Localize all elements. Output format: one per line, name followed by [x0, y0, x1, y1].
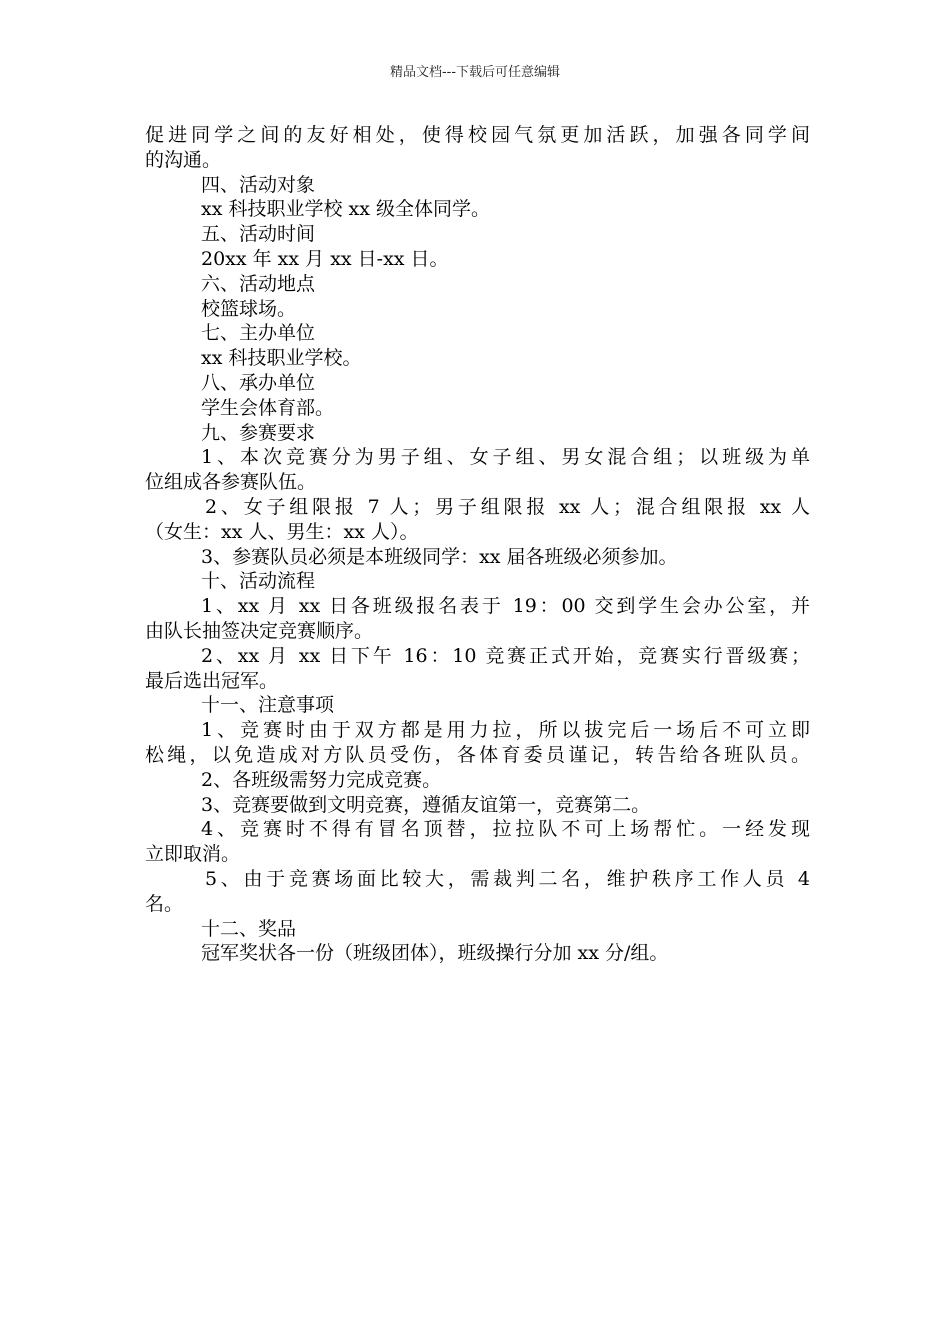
paragraph-line: 2、各班级需努力完成竞赛。	[201, 768, 442, 791]
paragraph-line: 由队长抽签决定竞赛顺序。	[145, 619, 374, 642]
section-heading: 十、活动流程	[201, 570, 316, 593]
section-heading: 九、参赛要求	[201, 421, 316, 444]
section-heading: 七、主办单位	[201, 322, 316, 345]
paragraph-line: 4、竞赛时不得有冒名顶替，拉拉队不可上场帮忙。一经发现	[201, 818, 810, 841]
page-header: 精品文档---下载后可任意编辑	[389, 65, 561, 80]
paragraph-line: 松绳，以免造成对方队员受伤，各体育委员谨记，转告给各班队员。	[145, 743, 810, 766]
paragraph-line: 最后选出冠军。	[145, 669, 279, 692]
paragraph-line: 位组成各参赛队伍。	[145, 471, 317, 494]
section-heading: 六、活动地点	[201, 272, 316, 295]
section-heading: 十二、奖品	[201, 917, 297, 940]
paragraph-line: 立即取消。	[145, 843, 241, 866]
section-heading: 五、活动时间	[201, 223, 316, 246]
paragraph-line: 冠军奖状各一份（班级团体），班级操行分加 xx 分/组。	[201, 942, 669, 965]
paragraph-line: 名。	[145, 892, 184, 915]
section-heading: 十一、注意事项	[201, 694, 335, 717]
paragraph-line: 1、本次竞赛分为男子组、女子组、男女混合组；以班级为单	[201, 446, 810, 469]
document-body	[145, 123, 810, 966]
paragraph-line: 促进同学之间的友好相处，使得校园气氛更加活跃，加强各同学间	[145, 124, 810, 146]
paragraph-line: 1、xx 月 xx 日各班级报名表于 19：00 交到学生会办公室，并	[201, 595, 810, 618]
paragraph-line: xx 科技职业学校。	[201, 347, 362, 370]
paragraph-line: 2、xx 月 xx 日下午 16：10 竞赛正式开始，竞赛实行晋级赛；	[201, 644, 810, 667]
paragraph-line: 3、竞赛要做到文明竞赛，遵循友谊第一，竞赛第二。	[201, 793, 651, 816]
paragraph-line: 校篮球场。	[201, 297, 297, 320]
paragraph-line: 学生会体育部。	[201, 396, 335, 419]
paragraph-line: （女生：xx 人、男生：xx 人）。	[145, 520, 419, 543]
paragraph-line: 20xx 年 xx 月 xx 日-xx 日。	[201, 247, 449, 270]
paragraph-line: 5、由于竞赛场面比较大，需裁判二名，维护秩序工作人员 4	[205, 867, 810, 890]
paragraph-line: 1、竞赛时由于双方都是用力拉，所以拔完后一场后不可立即	[201, 719, 810, 742]
paragraph-line: xx 科技职业学校 xx 级全体同学。	[201, 198, 490, 221]
paragraph-line: 的沟通。	[145, 148, 222, 171]
paragraph-line: 3、参赛队员必须是本班级同学：xx 届各班级必须参加。	[201, 545, 678, 568]
section-heading: 四、活动对象	[201, 173, 316, 196]
paragraph-line: 2、女子组限报 7 人；男子组限报 xx 人；混合组限报 xx 人	[205, 495, 810, 518]
section-heading: 八、承办单位	[201, 371, 316, 394]
